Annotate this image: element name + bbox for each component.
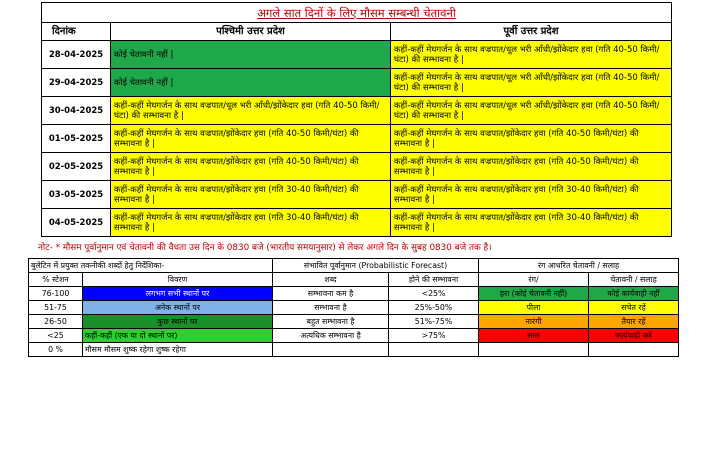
probability-word: सम्भावना है bbox=[273, 301, 389, 315]
forecast-date: 28-04-2025 bbox=[42, 41, 111, 69]
east-warning: कहीं-कहीं मेघगर्जन के साथ वज्रपात/धूल भरी आँधी/झोंकेदार हवा (गति 40-50 किमी/घंटा) की सम्भावना है | bbox=[391, 97, 672, 125]
forecast-row bbox=[42, 69, 672, 97]
probability-chance: 51%-75% bbox=[389, 315, 479, 329]
probability-word bbox=[273, 343, 389, 357]
station-percent: <25 bbox=[29, 329, 83, 343]
forecast-date: 04-05-2025 bbox=[42, 209, 111, 237]
coverage-description: कहीं-कहीं (एक या दो स्थानों पर) bbox=[83, 329, 273, 343]
forecast-date: 30-04-2025 bbox=[42, 97, 111, 125]
east-warning: कहीं-कहीं मेघगर्जन के साथ वज्रपात/झोंकेदार हवा (गति 40-50 किमी/घंटा) की सम्भावना है | bbox=[391, 125, 672, 153]
color-warning-heading: रंग आधरित चेतावनी / सलाह bbox=[479, 259, 679, 273]
forecast-row bbox=[42, 209, 672, 237]
coverage-description: मौसम मौसम शुष्क रहेगा शुष्क रहेगा bbox=[83, 343, 273, 357]
forecast-title-row bbox=[42, 3, 672, 23]
legend-table bbox=[28, 258, 679, 357]
east-warning: कहीं-कहीं मेघगर्जन के साथ वज्रपात/झोंकेदार हवा (गति 30-40 किमी/घंटा) की सम्भावना है | bbox=[391, 181, 672, 209]
legend-head-row bbox=[29, 259, 679, 273]
coverage-description: कुछ स्थानों पर bbox=[83, 315, 273, 329]
legend-row bbox=[29, 301, 679, 315]
west-warning: कहीं-कहीं मेघगर्जन के साथ वज्रपात/धूल भरी आँधी/झोंकेदार हवा (गति 40-50 किमी/घंटा) की सम्भावना है | bbox=[111, 97, 391, 125]
probability-chance: >75% bbox=[389, 329, 479, 343]
coverage-description: लगभग सभी स्थानों पर bbox=[83, 287, 273, 301]
forecast-row bbox=[42, 97, 672, 125]
coverage-description: अनेक स्थानों पर bbox=[83, 301, 273, 315]
west-up-header: पश्चिमी उत्तर प्रदेश bbox=[111, 23, 391, 41]
forecast-header-row bbox=[42, 23, 672, 41]
chance-header: होने की सम्भावना bbox=[389, 273, 479, 287]
forecast-date: 02-05-2025 bbox=[42, 153, 111, 181]
east-up-header: पूर्वी उत्तर प्रदेश bbox=[391, 23, 672, 41]
probability-word: सम्भावना कम है bbox=[273, 287, 389, 301]
station-percent: 26-50 bbox=[29, 315, 83, 329]
forecast-row bbox=[42, 153, 672, 181]
color-name: लाल bbox=[479, 329, 589, 343]
forecast-date: 01-05-2025 bbox=[42, 125, 111, 153]
description-header: विवरण bbox=[83, 273, 273, 287]
probability-word: बहुत सम्भावना है bbox=[273, 315, 389, 329]
forecast-date: 03-05-2025 bbox=[42, 181, 111, 209]
west-warning: कोई चेतावनी नहीं | bbox=[111, 41, 391, 69]
legend-row bbox=[29, 315, 679, 329]
date-header: दिनांक bbox=[42, 23, 111, 41]
color-name-header: रंग/ bbox=[479, 273, 589, 287]
station-percent: 76-100 bbox=[29, 287, 83, 301]
west-warning: कहीं-कहीं मेघगर्जन के साथ वज्रपात/झोंकेदार हवा (गति 40-50 किमी/घंटा) की सम्भावना है | bbox=[111, 153, 391, 181]
probability-chance bbox=[389, 343, 479, 357]
forecast-date: 29-04-2025 bbox=[42, 69, 111, 97]
east-warning: कहीं-कहीं मेघगर्जन के साथ वज्रपात/धूल भरी आँधी/झोंकेदार हवा (गति 40-50 किमी/घंटा) की सम्भावना है | bbox=[391, 69, 672, 97]
forecast-row bbox=[42, 125, 672, 153]
forecast-row bbox=[42, 41, 672, 69]
advice: कार्यवाही करें bbox=[589, 329, 679, 343]
west-warning: कहीं-कहीं मेघगर्जन के साथ वज्रपात/झोंकेदार हवा (गति 30-40 किमी/घंटा) की सम्भावना है | bbox=[111, 181, 391, 209]
color-name bbox=[479, 343, 589, 357]
advice: कोई कार्यवाही नहीं bbox=[589, 287, 679, 301]
legend-subhead-row bbox=[29, 273, 679, 287]
west-warning: कहीं-कहीं मेघगर्जन के साथ वज्रपात/झोंकेदार हवा (गति 30-40 किमी/घंटा) की सम्भावना है | bbox=[111, 209, 391, 237]
legend-row bbox=[29, 287, 679, 301]
legend-row bbox=[29, 343, 679, 357]
station-percent: 51-75 bbox=[29, 301, 83, 315]
east-warning: कहीं-कहीं मेघगर्जन के साथ वज्रपात/झोंकेदार हवा (गति 30-40 किमी/घंटा) की सम्भावना है | bbox=[391, 209, 672, 237]
color-name: नारंगी bbox=[479, 315, 589, 329]
advice-header: चेतावनी / सलाह bbox=[589, 273, 679, 287]
station-percent: 0 % bbox=[29, 343, 83, 357]
color-name: पीला bbox=[479, 301, 589, 315]
color-name: हरा (कोई चेतावनी नहीं) bbox=[479, 287, 589, 301]
probability-word: अत्यधिक सम्भावना है bbox=[273, 329, 389, 343]
validity-note: नोट- * मौसम पूर्वानुमान एवं चेतावनी की वैधता उस दिन के 0830 बजे (भारतीय समयानुसार) से लेकर अगले दिन के सुबह 0830 बजे तक है। bbox=[38, 243, 492, 253]
forecast-title: अगले सात दिनों के लिए मौसम सम्बन्धी चेतावनी bbox=[42, 3, 672, 23]
probability-chance: <25% bbox=[389, 287, 479, 301]
east-warning: कहीं-कहीं मेघगर्जन के साथ वज्रपात/झोंकेदार हवा (गति 40-50 किमी/घंटा) की सम्भावना है | bbox=[391, 153, 672, 181]
station-header: % स्टेशन bbox=[29, 273, 83, 287]
terms-guide-heading: बुलेटिन में प्रयुक्त तकनीकी शब्दों हेतु निर्देशिका- bbox=[29, 259, 273, 273]
advice bbox=[589, 343, 679, 357]
west-warning: कहीं-कहीं मेघगर्जन के साथ वज्रपात/झोंकेदार हवा (गति 40-50 किमी/घंटा) की सम्भावना है | bbox=[111, 125, 391, 153]
advice: सचेत रहें bbox=[589, 301, 679, 315]
forecast-row bbox=[42, 181, 672, 209]
west-warning: कोई चेतावनी नहीं | bbox=[111, 69, 391, 97]
word-header: शब्द bbox=[273, 273, 389, 287]
east-warning: कहीं-कहीं मेघगर्जन के साथ वज्रपात/धूल भरी आँधी/झोंकेदार हवा (गति 40-50 किमी/घंटा) की सम्भावना है | bbox=[391, 41, 672, 69]
forecast-table bbox=[41, 2, 672, 237]
advice: तैयार रहें bbox=[589, 315, 679, 329]
probabilistic-heading: संभावित पूर्वानुमान (Probabilistic Forecast) bbox=[273, 259, 479, 273]
legend-row bbox=[29, 329, 679, 343]
probability-chance: 25%-50% bbox=[389, 301, 479, 315]
